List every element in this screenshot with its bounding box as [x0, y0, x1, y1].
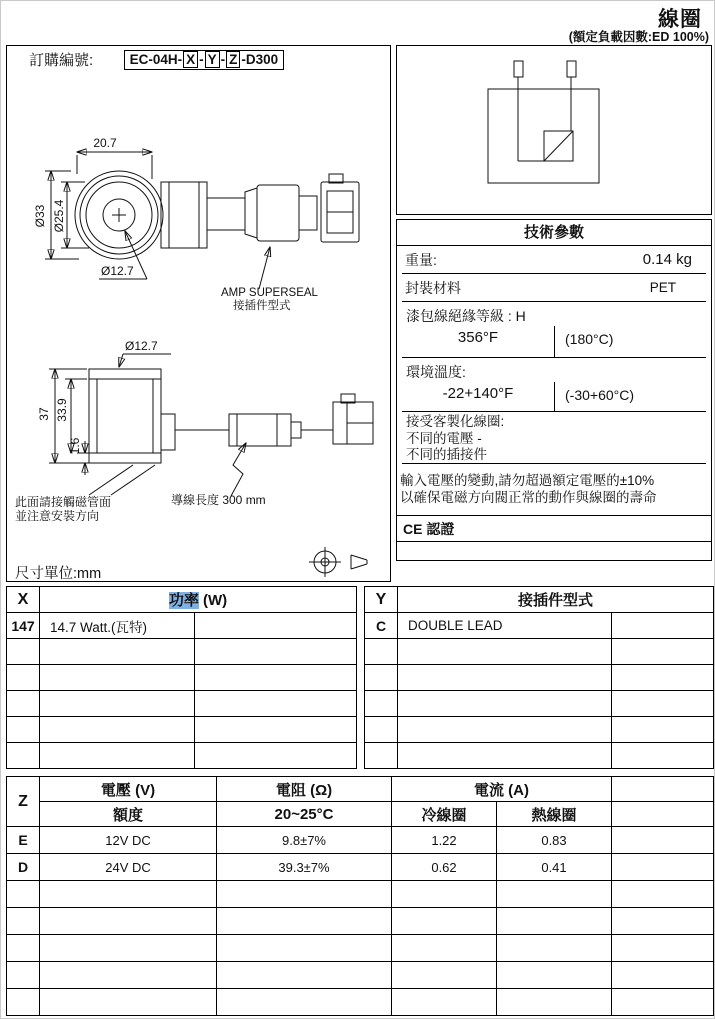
dim-dia-12-7-side-label: Ø12.7: [125, 339, 158, 353]
empty-row: [365, 691, 714, 717]
dimension-dia-25-4: [52, 182, 89, 248]
empty-cell: [40, 881, 217, 908]
empty-row: [7, 691, 357, 717]
amp-connector-drawing: [245, 174, 359, 242]
empty-cell: [392, 989, 497, 1016]
material-row: [402, 274, 706, 302]
empty-cell: [398, 639, 612, 665]
z-code: E: [7, 827, 40, 854]
empty-row: [365, 665, 714, 691]
dim-37-label: 37: [37, 407, 51, 421]
empty-cell: [195, 717, 357, 743]
dim-dia-25-4-label: Ø25.4: [52, 199, 66, 233]
dim-dia-33-label: Ø33: [33, 204, 47, 228]
amp-connector-callout: [221, 247, 319, 312]
order-code-suffix: -D300: [241, 51, 279, 67]
terminal-right: [567, 61, 576, 77]
empty-cell: [365, 665, 398, 691]
empty-cell: [497, 908, 612, 935]
custom-line1: 接受客製化線圈:: [406, 414, 505, 429]
empty-row: [7, 908, 714, 935]
empty-cell: [195, 743, 357, 769]
tech-params-panel: [396, 219, 712, 561]
voltage-value: 12V DC: [40, 827, 217, 854]
empty-header-cell: [612, 777, 714, 802]
empty-cell: [7, 665, 40, 691]
empty-cell: [612, 717, 714, 743]
empty-cell: [612, 613, 714, 639]
empty-row: [7, 989, 714, 1016]
unit-label: 尺寸單位:mm: [15, 566, 102, 582]
empty-cell: [392, 881, 497, 908]
insulation-label: 漆包線絕緣等級 : H: [406, 308, 526, 324]
amp-superseal-label: AMP SUPERSEAL: [221, 287, 318, 299]
voltage-value: 24V DC: [40, 854, 217, 881]
empty-header-cell: [612, 802, 714, 827]
connector-type-label: 接插件型式: [233, 300, 291, 312]
voltage-subheader: 額度: [40, 802, 217, 827]
ambient-temp-row: [402, 358, 706, 412]
empty-cell: [217, 935, 392, 962]
empty-cell: [365, 639, 398, 665]
customization-row: [402, 412, 706, 464]
power-code: 147: [7, 613, 40, 639]
empty-row: [7, 743, 357, 769]
empty-cell: [612, 665, 714, 691]
empty-cell: [612, 854, 714, 881]
material-value: PET: [649, 280, 676, 295]
empty-cell: [40, 935, 217, 962]
ambient-temp-label: 環境溫度:: [406, 364, 466, 380]
dim-20-7-label: 20.7: [93, 136, 117, 150]
empty-cell: [40, 743, 195, 769]
power-value: 14.7 Watt.(瓦特): [40, 613, 195, 639]
empty-cell: [497, 989, 612, 1016]
empty-cell: [40, 717, 195, 743]
empty-cell: [195, 665, 357, 691]
empty-cell: [398, 691, 612, 717]
projection-symbol-icon: [309, 547, 367, 577]
empty-cell: [392, 962, 497, 989]
empty-cell: [40, 908, 217, 935]
z-code: D: [7, 854, 40, 881]
weight-row: [402, 246, 706, 274]
empty-cell: [217, 962, 392, 989]
custom-line2: 不同的電壓 -: [406, 430, 482, 446]
empty-cell: [195, 691, 357, 717]
ce-certification-row: CE 認證: [397, 516, 711, 542]
coil-schematic-drawing: [397, 46, 710, 213]
dimension-dia-12-7-side: [119, 339, 171, 367]
front-view-drawing: [75, 171, 359, 259]
electrical-table: [6, 776, 714, 1016]
lead-length-label: 導線長度 300 mm: [171, 493, 266, 507]
insulation-celsius: (180°C): [554, 326, 706, 357]
empty-cell: [398, 717, 612, 743]
order-code-sep1: -: [199, 51, 204, 67]
empty-cell: [7, 908, 40, 935]
dim-dia-12-7-front-label: Ø12.7: [101, 264, 134, 278]
ambient-fahrenheit: -22+140°F: [442, 385, 514, 402]
empty-cell: [40, 962, 217, 989]
empty-cell: [612, 989, 714, 1016]
empty-cell: [365, 691, 398, 717]
connector-code: C: [365, 613, 398, 639]
connector-table-header: [365, 587, 714, 613]
empty-cell: [217, 908, 392, 935]
power-table-header: [7, 587, 357, 613]
empty-cell: [7, 691, 40, 717]
resistance-header: 電阻 (Ω): [217, 777, 392, 802]
power-title-rest: (W): [198, 592, 228, 609]
resistance-value: 39.3±7%: [217, 854, 392, 881]
hot-coil-subheader: 熱線圈: [497, 802, 612, 827]
empty-cell: [40, 691, 195, 717]
empty-cell: [612, 639, 714, 665]
mount-note-line1: 此面請接觸磁管面: [15, 495, 112, 509]
connector-row-c: [365, 613, 714, 639]
insulation-fahrenheit: 356°F: [457, 329, 499, 346]
empty-cell: [497, 962, 612, 989]
empty-cell: [40, 639, 195, 665]
insulation-row: [402, 302, 706, 358]
technical-drawing: [7, 46, 389, 580]
custom-line3: 不同的插接件: [406, 447, 487, 462]
dimension-dia-12-7-front: [99, 231, 147, 279]
empty-row: [7, 639, 357, 665]
power-row-147: [7, 613, 357, 639]
empty-row: [365, 639, 714, 665]
terminal-left: [514, 61, 523, 77]
empty-cell: [195, 613, 357, 639]
dim-33-9-label: 33.9: [55, 398, 69, 422]
empty-cell: [40, 665, 195, 691]
page-title: 線圈: [658, 8, 702, 31]
empty-cell: [7, 881, 40, 908]
voltage-note-line2: 以確保電磁方向閥正常的動作與線圈的壽命: [400, 490, 657, 505]
empty-cell: [612, 935, 714, 962]
empty-cell: [612, 908, 714, 935]
empty-cell: [365, 743, 398, 769]
empty-cell: [217, 881, 392, 908]
dim-1-6-label: 1.6: [68, 437, 82, 455]
empty-cell: [398, 743, 612, 769]
empty-cell: [365, 717, 398, 743]
connector-table-key: Y: [365, 587, 398, 613]
empty-cell: [392, 908, 497, 935]
empty-row: [7, 665, 357, 691]
page-subtitle: (額定負載因數:ED 100%): [568, 30, 709, 44]
current-header: 電流 (A): [392, 777, 612, 802]
electrical-table-header1: [7, 777, 714, 802]
empty-cell: [40, 989, 217, 1016]
empty-cell: [7, 935, 40, 962]
voltage-note-line1: 輸入電壓的變動,請勿超過額定電壓的±10%: [400, 473, 655, 488]
empty-row: [7, 935, 714, 962]
empty-row: [7, 962, 714, 989]
empty-cell: [195, 639, 357, 665]
cold-current-value: 0.62: [392, 854, 497, 881]
empty-cell: [612, 881, 714, 908]
order-number-label: 訂購編號:: [29, 52, 94, 69]
empty-cell: [7, 717, 40, 743]
empty-row: [365, 717, 714, 743]
order-code: [124, 50, 285, 70]
mount-note-line2: 並注意安裝方向: [15, 509, 100, 523]
empty-cell: [7, 989, 40, 1016]
empty-cell: [612, 691, 714, 717]
connector-value: DOUBLE LEAD: [398, 613, 612, 639]
ambient-celsius: (-30+60°C): [554, 382, 706, 411]
lead-connector-drawing: [229, 394, 373, 446]
order-code-x: X: [183, 51, 198, 68]
drawing-panel: [6, 45, 391, 582]
empty-row: [7, 717, 357, 743]
tech-params-title: 技術參數: [397, 220, 711, 246]
schematic-panel: [396, 45, 712, 215]
weight-label: 重量:: [405, 251, 437, 268]
side-view-drawing: [89, 369, 373, 463]
order-code-y: Y: [205, 51, 220, 68]
empty-row: [7, 881, 714, 908]
solenoid-symbol: [544, 131, 573, 161]
cold-coil-subheader: 冷線圈: [392, 802, 497, 827]
connector-table-title: 接插件型式: [398, 587, 714, 613]
power-table-title: [40, 587, 357, 613]
order-number-row: [7, 49, 390, 73]
empty-row: [365, 743, 714, 769]
dimension-20-7: [77, 136, 152, 179]
power-table: [6, 586, 357, 769]
resistance-value: 9.8±7%: [217, 827, 392, 854]
order-code-prefix: EC-04H-: [129, 51, 183, 67]
empty-cell: [398, 665, 612, 691]
voltage-header: 電壓 (V): [40, 777, 217, 802]
empty-cell: [7, 639, 40, 665]
empty-cell: [217, 989, 392, 1016]
voltage-note-row: [397, 464, 711, 516]
cold-current-value: 1.22: [392, 827, 497, 854]
hot-current-value: 0.41: [497, 854, 612, 881]
empty-cell: [7, 743, 40, 769]
material-label: 封裝材料: [405, 279, 461, 296]
empty-cell: [497, 935, 612, 962]
weight-value: 0.14 kg: [642, 251, 692, 268]
power-title-highlight: 功率: [168, 592, 199, 609]
order-code-sep2: -: [220, 51, 226, 67]
empty-cell: [7, 962, 40, 989]
electrical-table-header2: [7, 802, 714, 827]
empty-cell: [392, 935, 497, 962]
empty-cell: [612, 743, 714, 769]
lead-length-callout: [171, 443, 266, 507]
power-table-key: X: [7, 587, 40, 613]
empty-cell: [612, 962, 714, 989]
order-code-z: Z: [226, 51, 240, 68]
resistance-subheader: 20~25°C: [217, 802, 392, 827]
connector-table: [364, 586, 714, 769]
electrical-table-key: Z: [7, 777, 40, 827]
electrical-row-e: [7, 827, 714, 854]
empty-cell: [497, 881, 612, 908]
empty-cell: [612, 827, 714, 854]
hot-current-value: 0.83: [497, 827, 612, 854]
electrical-row-d: [7, 854, 714, 881]
